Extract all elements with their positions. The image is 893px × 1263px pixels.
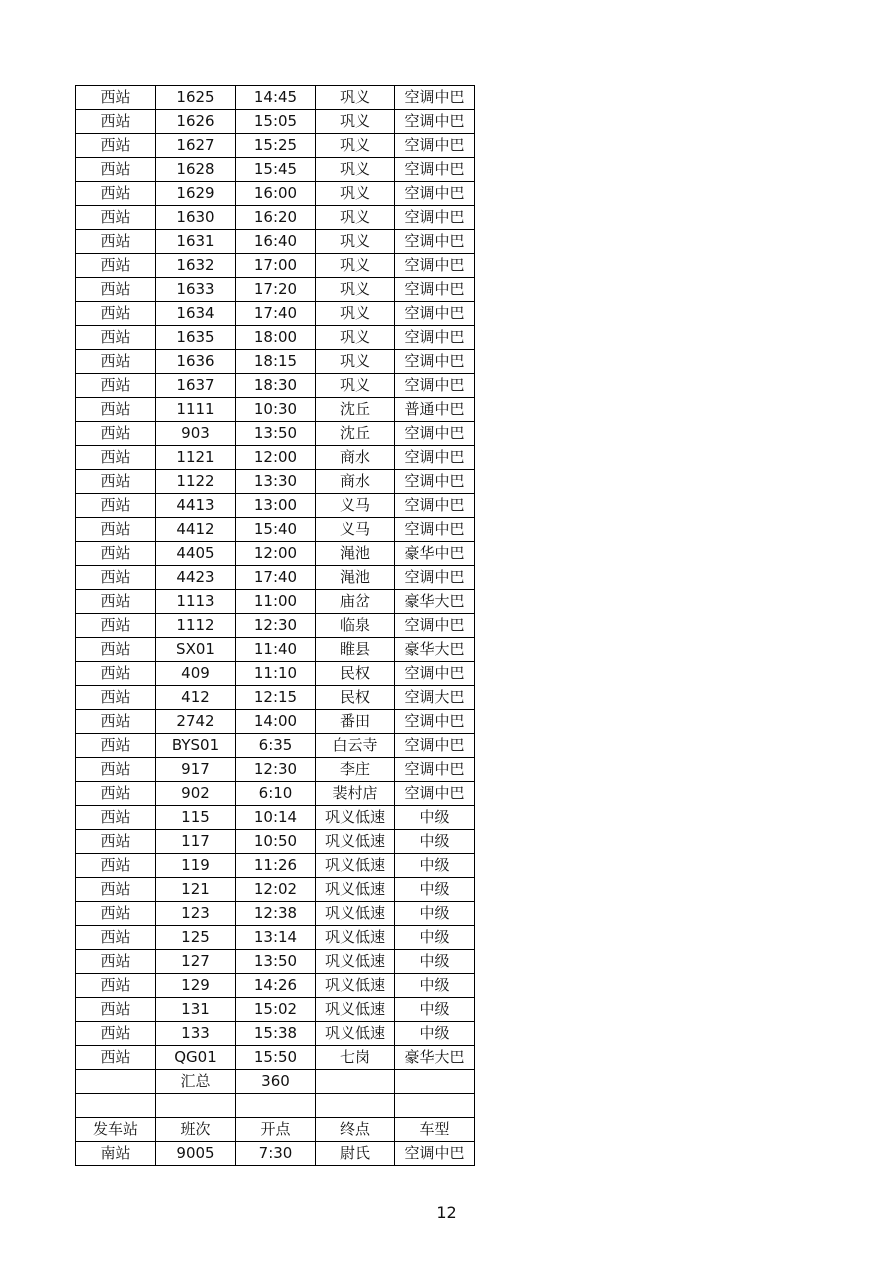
bus-type-cell: 空调中巴 [395, 1142, 475, 1166]
station-cell: 西站 [76, 182, 156, 206]
bus-type-cell: 空调中巴 [395, 230, 475, 254]
destination-cell: 裴村店 [316, 782, 395, 806]
destination-cell: 巩义低速 [316, 1022, 395, 1046]
departure-time-cell: 13:14 [236, 926, 316, 950]
bus-type-cell: 中级 [395, 878, 475, 902]
destination-cell: 李庄 [316, 758, 395, 782]
station-cell: 西站 [76, 494, 156, 518]
destination-cell: 沈丘 [316, 398, 395, 422]
destination-cell: 白云寺 [316, 734, 395, 758]
table-row [76, 230, 475, 254]
route-cell: 1122 [156, 470, 236, 494]
destination-cell: 尉氏 [316, 1142, 395, 1166]
station-cell: 西站 [76, 422, 156, 446]
bus-type-cell: 空调中巴 [395, 782, 475, 806]
table-row [76, 542, 475, 566]
station-cell: 西站 [76, 350, 156, 374]
departure-time-cell: 17:40 [236, 566, 316, 590]
destination-cell: 巩义低速 [316, 950, 395, 974]
destination-cell: 巩义 [316, 278, 395, 302]
station-cell [76, 1070, 156, 1094]
departure-time-cell: 12:02 [236, 878, 316, 902]
station-cell: 西站 [76, 998, 156, 1022]
station-cell: 西站 [76, 686, 156, 710]
destination-cell: 商水 [316, 470, 395, 494]
table-row [76, 86, 475, 110]
destination-cell: 渑池 [316, 566, 395, 590]
destination-cell: 巩义低速 [316, 854, 395, 878]
bus-type-cell: 中级 [395, 854, 475, 878]
departure-time-cell: 15:25 [236, 134, 316, 158]
route-cell: 1625 [156, 86, 236, 110]
table-row [76, 686, 475, 710]
route-cell: QG01 [156, 1046, 236, 1070]
page-number: 12 [436, 1203, 457, 1222]
table-row [76, 422, 475, 446]
station-cell: 西站 [76, 710, 156, 734]
station-cell: 西站 [76, 614, 156, 638]
route-cell: 4405 [156, 542, 236, 566]
route-cell: 123 [156, 902, 236, 926]
bus-type-cell: 中级 [395, 974, 475, 998]
route-cell: 115 [156, 806, 236, 830]
route-cell: 1111 [156, 398, 236, 422]
departure-time-cell: 14:45 [236, 86, 316, 110]
table-row [76, 158, 475, 182]
departure-time-cell: 12:00 [236, 446, 316, 470]
table-row [76, 398, 475, 422]
destination-cell: 巩义 [316, 86, 395, 110]
route-cell: 4423 [156, 566, 236, 590]
bus-type-cell: 空调中巴 [395, 86, 475, 110]
table-row [76, 134, 475, 158]
route-cell: 131 [156, 998, 236, 1022]
table-row [76, 494, 475, 518]
departure-time-cell: 12:38 [236, 902, 316, 926]
station-cell: 西站 [76, 566, 156, 590]
destination-cell: 临泉 [316, 614, 395, 638]
route-cell: 2742 [156, 710, 236, 734]
bus-type-cell: 空调中巴 [395, 710, 475, 734]
destination-cell: 巩义低速 [316, 878, 395, 902]
destination-cell: 义马 [316, 494, 395, 518]
station-cell: 西站 [76, 518, 156, 542]
bus-type-cell: 空调中巴 [395, 446, 475, 470]
destination-cell: 沈丘 [316, 422, 395, 446]
table-row [76, 1046, 475, 1070]
route-cell: 1637 [156, 374, 236, 398]
departure-time-cell: 12:15 [236, 686, 316, 710]
departure-time-cell: 10:14 [236, 806, 316, 830]
destination-cell: 巩义 [316, 158, 395, 182]
station-cell: 西站 [76, 446, 156, 470]
table-row [76, 374, 475, 398]
route-cell: 1634 [156, 302, 236, 326]
route-cell: 班次 [156, 1118, 236, 1142]
departure-time-cell: 15:50 [236, 1046, 316, 1070]
station-cell: 西站 [76, 974, 156, 998]
table-row [76, 950, 475, 974]
route-cell: 1629 [156, 182, 236, 206]
table-row [76, 806, 475, 830]
departure-time-cell: 12:00 [236, 542, 316, 566]
route-cell: 1633 [156, 278, 236, 302]
bus-type-cell: 中级 [395, 926, 475, 950]
departure-time-cell: 16:40 [236, 230, 316, 254]
table-row [76, 662, 475, 686]
bus-type-cell: 空调中巴 [395, 470, 475, 494]
bus-type-cell: 空调大巴 [395, 686, 475, 710]
station-cell: 西站 [76, 110, 156, 134]
schedule-table [75, 85, 475, 1166]
route-cell: 903 [156, 422, 236, 446]
table-row [76, 878, 475, 902]
departure-time-cell: 14:26 [236, 974, 316, 998]
bus-type-cell: 普通中巴 [395, 398, 475, 422]
bus-type-cell: 空调中巴 [395, 494, 475, 518]
destination-cell: 庙岔 [316, 590, 395, 614]
station-cell: 西站 [76, 206, 156, 230]
station-cell: 西站 [76, 638, 156, 662]
destination-cell: 巩义低速 [316, 974, 395, 998]
departure-time-cell: 18:15 [236, 350, 316, 374]
table-row [76, 710, 475, 734]
table-row [76, 830, 475, 854]
route-cell [156, 1094, 236, 1118]
table-row [76, 998, 475, 1022]
route-cell: 1628 [156, 158, 236, 182]
destination-cell: 巩义低速 [316, 830, 395, 854]
bus-type-cell [395, 1070, 475, 1094]
bus-type-cell: 豪华大巴 [395, 1046, 475, 1070]
table-row [76, 902, 475, 926]
destination-cell: 巩义 [316, 110, 395, 134]
departure-time-cell: 10:30 [236, 398, 316, 422]
departure-time-cell: 18:30 [236, 374, 316, 398]
bus-type-cell: 空调中巴 [395, 566, 475, 590]
station-cell: 发车站 [76, 1118, 156, 1142]
departure-time-cell: 11:10 [236, 662, 316, 686]
destination-cell: 睢县 [316, 638, 395, 662]
table-row [76, 926, 475, 950]
departure-time-cell: 13:00 [236, 494, 316, 518]
departure-time-cell: 15:40 [236, 518, 316, 542]
table-row [76, 446, 475, 470]
destination-cell: 巩义 [316, 206, 395, 230]
bus-type-cell: 中级 [395, 950, 475, 974]
station-cell: 西站 [76, 1046, 156, 1070]
route-cell: 1113 [156, 590, 236, 614]
table-row [76, 590, 475, 614]
station-cell: 西站 [76, 902, 156, 926]
route-cell: 133 [156, 1022, 236, 1046]
station-cell: 西站 [76, 926, 156, 950]
departure-time-cell: 10:50 [236, 830, 316, 854]
station-cell: 西站 [76, 854, 156, 878]
departure-time-cell: 360 [236, 1070, 316, 1094]
route-cell: 1626 [156, 110, 236, 134]
table-row [76, 110, 475, 134]
route-cell: 1627 [156, 134, 236, 158]
table-row [76, 470, 475, 494]
route-cell: 1631 [156, 230, 236, 254]
route-cell: 117 [156, 830, 236, 854]
route-cell: 汇总 [156, 1070, 236, 1094]
route-cell: 127 [156, 950, 236, 974]
station-cell: 南站 [76, 1142, 156, 1166]
destination-cell: 终点 [316, 1118, 395, 1142]
destination-cell: 渑池 [316, 542, 395, 566]
table-row [76, 854, 475, 878]
station-cell: 西站 [76, 134, 156, 158]
departure-time-cell: 15:05 [236, 110, 316, 134]
destination-cell: 巩义 [316, 182, 395, 206]
table-row [76, 182, 475, 206]
station-cell: 西站 [76, 326, 156, 350]
station-cell: 西站 [76, 830, 156, 854]
route-cell: 4412 [156, 518, 236, 542]
station-cell: 西站 [76, 806, 156, 830]
station-cell: 西站 [76, 734, 156, 758]
departure-time-cell: 15:02 [236, 998, 316, 1022]
station-cell: 西站 [76, 878, 156, 902]
station-cell: 西站 [76, 230, 156, 254]
departure-time-cell: 18:00 [236, 326, 316, 350]
station-cell: 西站 [76, 662, 156, 686]
station-cell: 西站 [76, 374, 156, 398]
route-cell: 902 [156, 782, 236, 806]
bus-type-cell: 空调中巴 [395, 662, 475, 686]
route-cell: 1112 [156, 614, 236, 638]
route-cell: 129 [156, 974, 236, 998]
bus-type-cell: 空调中巴 [395, 206, 475, 230]
bus-type-cell: 空调中巴 [395, 734, 475, 758]
table-row [76, 326, 475, 350]
table-row [76, 254, 475, 278]
table-row [76, 206, 475, 230]
bus-type-cell: 中级 [395, 806, 475, 830]
bus-type-cell: 空调中巴 [395, 254, 475, 278]
route-cell: 409 [156, 662, 236, 686]
route-cell: 1630 [156, 206, 236, 230]
bus-type-cell: 空调中巴 [395, 350, 475, 374]
table-row [76, 302, 475, 326]
departure-time-cell: 11:00 [236, 590, 316, 614]
table-row [76, 614, 475, 638]
destination-cell: 义马 [316, 518, 395, 542]
bus-type-cell: 中级 [395, 830, 475, 854]
destination-cell: 民权 [316, 686, 395, 710]
bus-type-cell: 豪华大巴 [395, 638, 475, 662]
bus-type-cell: 空调中巴 [395, 278, 475, 302]
station-cell: 西站 [76, 86, 156, 110]
destination-cell: 巩义低速 [316, 926, 395, 950]
station-cell: 西站 [76, 278, 156, 302]
departure-time-cell: 16:20 [236, 206, 316, 230]
bus-type-cell: 空调中巴 [395, 422, 475, 446]
departure-time-cell: 15:38 [236, 1022, 316, 1046]
route-cell: 917 [156, 758, 236, 782]
bus-type-cell: 空调中巴 [395, 302, 475, 326]
bus-type-cell: 空调中巴 [395, 182, 475, 206]
bus-type-cell: 车型 [395, 1118, 475, 1142]
destination-cell: 民权 [316, 662, 395, 686]
departure-time-cell: 17:00 [236, 254, 316, 278]
departure-time-cell: 6:10 [236, 782, 316, 806]
station-cell: 西站 [76, 1022, 156, 1046]
bus-type-cell: 空调中巴 [395, 758, 475, 782]
station-cell: 西站 [76, 758, 156, 782]
table-row [76, 974, 475, 998]
station-cell: 西站 [76, 470, 156, 494]
destination-cell: 巩义 [316, 230, 395, 254]
departure-time-cell: 15:45 [236, 158, 316, 182]
table-row [76, 350, 475, 374]
departure-time-cell: 12:30 [236, 758, 316, 782]
table-row [76, 1022, 475, 1046]
bus-type-cell: 空调中巴 [395, 614, 475, 638]
departure-time-cell: 7:30 [236, 1142, 316, 1166]
bus-type-cell: 空调中巴 [395, 518, 475, 542]
route-cell: 1632 [156, 254, 236, 278]
destination-cell: 巩义 [316, 134, 395, 158]
departure-time-cell: 13:50 [236, 950, 316, 974]
route-cell: 1636 [156, 350, 236, 374]
station-cell: 西站 [76, 542, 156, 566]
destination-cell: 巩义 [316, 374, 395, 398]
departure-time-cell: 开点 [236, 1118, 316, 1142]
bus-type-cell: 豪华大巴 [395, 590, 475, 614]
table-row [76, 278, 475, 302]
destination-cell: 巩义 [316, 350, 395, 374]
departure-time-cell: 17:40 [236, 302, 316, 326]
departure-time-cell: 16:00 [236, 182, 316, 206]
table-row [76, 518, 475, 542]
destination-cell: 七岗 [316, 1046, 395, 1070]
route-cell: BYS01 [156, 734, 236, 758]
bus-type-cell: 空调中巴 [395, 110, 475, 134]
departure-time-cell: 13:50 [236, 422, 316, 446]
station-cell: 西站 [76, 590, 156, 614]
departure-time-cell: 12:30 [236, 614, 316, 638]
departure-time-cell: 6:35 [236, 734, 316, 758]
route-cell: 1121 [156, 446, 236, 470]
table-row [76, 734, 475, 758]
route-cell: 1635 [156, 326, 236, 350]
table-row [76, 782, 475, 806]
station-cell: 西站 [76, 950, 156, 974]
bus-type-cell: 豪华中巴 [395, 542, 475, 566]
departure-time-cell: 13:30 [236, 470, 316, 494]
route-cell: 119 [156, 854, 236, 878]
destination-cell: 番田 [316, 710, 395, 734]
station-cell: 西站 [76, 302, 156, 326]
bus-type-cell: 空调中巴 [395, 134, 475, 158]
route-cell: 9005 [156, 1142, 236, 1166]
destination-cell: 商水 [316, 446, 395, 470]
schedule-body [76, 86, 475, 1166]
table-row [76, 1094, 475, 1118]
destination-cell: 巩义 [316, 326, 395, 350]
bus-type-cell [395, 1094, 475, 1118]
station-cell: 西站 [76, 158, 156, 182]
destination-cell: 巩义低速 [316, 998, 395, 1022]
destination-cell [316, 1070, 395, 1094]
bus-type-cell: 空调中巴 [395, 374, 475, 398]
destination-cell: 巩义低速 [316, 902, 395, 926]
departure-time-cell [236, 1094, 316, 1118]
bus-type-cell: 中级 [395, 902, 475, 926]
departure-time-cell: 17:20 [236, 278, 316, 302]
station-cell: 西站 [76, 254, 156, 278]
table-row [76, 638, 475, 662]
departure-time-cell: 11:40 [236, 638, 316, 662]
table-row [76, 1118, 475, 1142]
destination-cell: 巩义 [316, 254, 395, 278]
route-cell: 125 [156, 926, 236, 950]
bus-type-cell: 空调中巴 [395, 158, 475, 182]
station-cell: 西站 [76, 398, 156, 422]
destination-cell: 巩义 [316, 302, 395, 326]
destination-cell [316, 1094, 395, 1118]
departure-time-cell: 11:26 [236, 854, 316, 878]
bus-type-cell: 空调中巴 [395, 326, 475, 350]
route-cell: 121 [156, 878, 236, 902]
station-cell: 西站 [76, 782, 156, 806]
departure-time-cell: 14:00 [236, 710, 316, 734]
table-row [76, 566, 475, 590]
station-cell [76, 1094, 156, 1118]
table-row [76, 758, 475, 782]
route-cell: 412 [156, 686, 236, 710]
bus-type-cell: 中级 [395, 1022, 475, 1046]
bus-type-cell: 中级 [395, 998, 475, 1022]
route-cell: 4413 [156, 494, 236, 518]
route-cell: SX01 [156, 638, 236, 662]
table-row [76, 1142, 475, 1166]
destination-cell: 巩义低速 [316, 806, 395, 830]
table-row [76, 1070, 475, 1094]
